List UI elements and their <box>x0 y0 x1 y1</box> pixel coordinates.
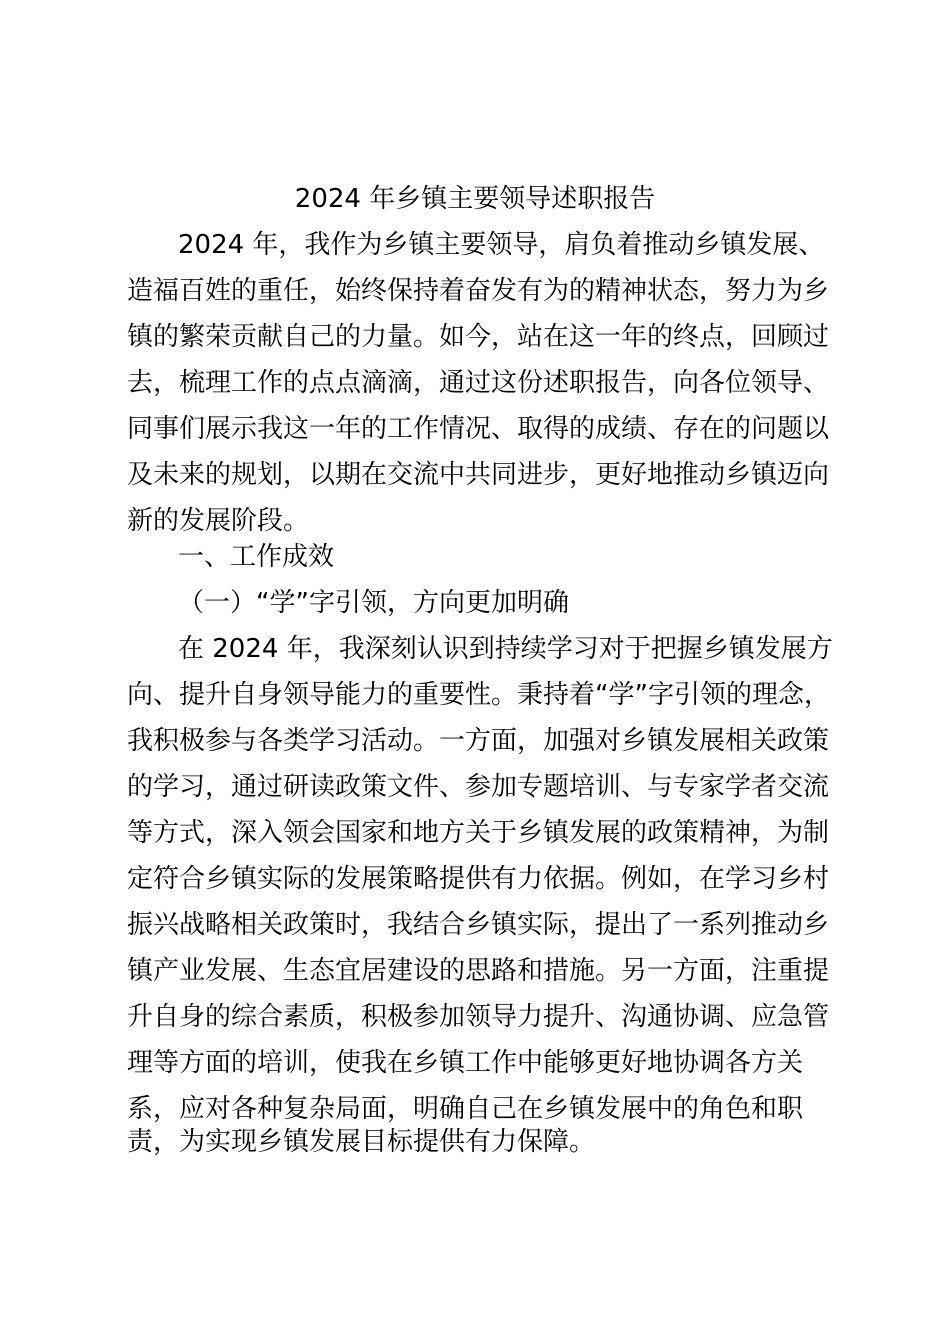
paragraph-line: 的学习，通过研读政策文件、参加专题培训、与专家学者交流 <box>127 772 830 802</box>
paragraph-line: 升自身的综合素质，积极参加领导力提升、沟通协调、应急管 <box>127 1002 830 1032</box>
paragraph-line: 在 2024 年，我深刻认识到持续学习对于把握乡镇发展方 <box>178 634 833 664</box>
document-title: 2024 年乡镇主要领导述职报告 <box>294 184 656 214</box>
paragraph-line: 定符合乡镇实际的发展策略提供有力依据。例如，在学习乡村 <box>127 864 830 894</box>
paragraph-line: 我积极参与各类学习活动。一方面，加强对乡镇发展相关政策 <box>127 726 830 756</box>
paragraph-line: 新的发展阶段。 <box>127 506 310 536</box>
paragraph-line: 同事们展示我这一年的工作情况、取得的成绩、存在的问题以 <box>127 414 830 444</box>
paragraph-line: 去，梳理工作的点点滴滴，通过这份述职报告，向各位领导、 <box>127 368 830 398</box>
paragraph-line: 镇的繁荣贡献自己的力量。如今，站在这一年的终点，回顾过 <box>127 322 830 352</box>
paragraph-line: 责，为实现乡镇发展目标提供有力保障。 <box>127 1127 596 1157</box>
paragraph-line: 振兴战略相关政策时，我结合乡镇实际，提出了一系列推动乡 <box>127 910 830 940</box>
paragraph-line: 向、提升自身领导能力的重要性。秉持着“学”字引领的理念， <box>127 680 830 710</box>
paragraph-line: 镇产业发展、生态宜居建设的思路和措施。另一方面，注重提 <box>127 956 830 986</box>
paragraph-line: 等方式，深入领会国家和地方关于乡镇发展的政策精神，为制 <box>127 818 830 848</box>
paragraph-line: 系，应对各种复杂局面，明确自己在乡镇发展中的角色和职 <box>127 1094 804 1124</box>
paragraph-line: 造福百姓的重任，始终保持着奋发有为的精神状态，努力为乡 <box>127 276 830 306</box>
paragraph-line: 及未来的规划，以期在交流中共同进步，更好地推动乡镇迈向 <box>127 460 830 490</box>
section-heading: 一、工作成效 <box>178 542 335 572</box>
paragraph-line: 理等方面的培训，使我在乡镇工作中能够更好地协调各方关 <box>127 1048 804 1078</box>
paragraph-line: 2024 年，我作为乡镇主要领导，肩负着推动乡镇发展、 <box>178 230 825 260</box>
subsection-heading: （一）“学”字引领，方向更加明确 <box>178 588 569 618</box>
